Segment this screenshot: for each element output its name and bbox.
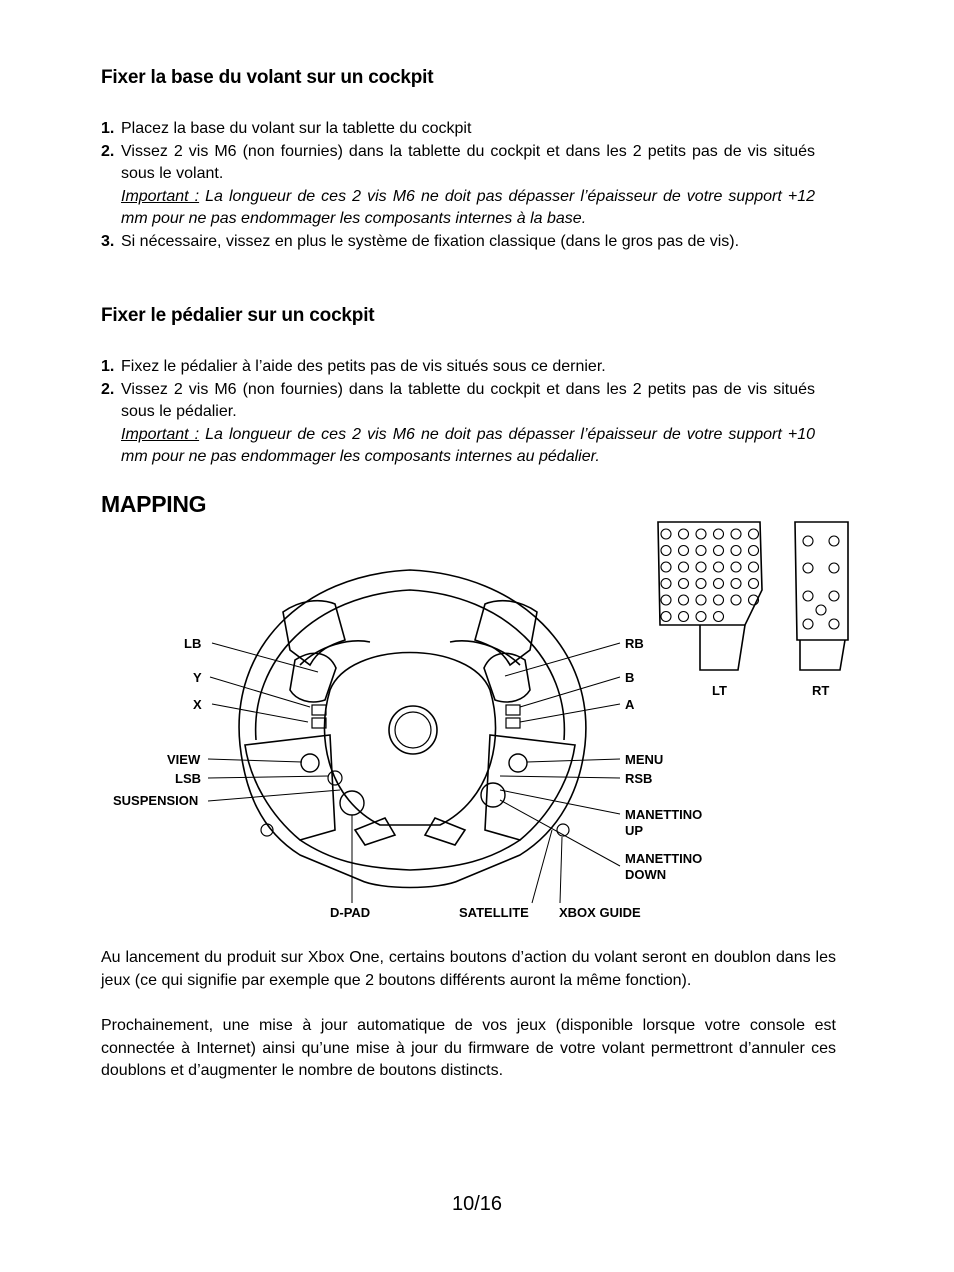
- pedal-hole: [679, 612, 689, 622]
- pedal-hole: [679, 595, 689, 605]
- wheel-mapping-diagram: [0, 515, 954, 935]
- label-rsb: RSB: [625, 771, 653, 786]
- label-x: X: [193, 697, 202, 712]
- label-lb: LB: [184, 636, 202, 651]
- pedal-hole: [714, 546, 724, 556]
- view-button-icon: [301, 754, 319, 772]
- section-pedals-steps: [101, 356, 815, 469]
- label-suspension: SUSPENSION: [113, 793, 199, 808]
- label-manettino-down-line1: MANETTINO: [625, 851, 703, 866]
- label-lsb: LSB: [175, 771, 201, 786]
- center-logo-icon: [389, 706, 437, 754]
- pedal-hole: [731, 529, 741, 539]
- pedal-hole: [679, 546, 689, 556]
- lt-pedal-icon: [658, 522, 762, 670]
- label-y: Y: [193, 670, 202, 685]
- pedal-hole: [803, 536, 813, 546]
- pedal-hole: [661, 579, 671, 589]
- label-rt: RT: [812, 683, 830, 698]
- pedal-hole: [679, 529, 689, 539]
- list-item: 1. Placez la base du volant sur la tablette du cockpit: [101, 120, 472, 137]
- pedal-hole: [679, 579, 689, 589]
- pedal-hole: [714, 595, 724, 605]
- label-xbox-guide: XBOX GUIDE: [559, 905, 641, 920]
- pedal-hole: [661, 595, 671, 605]
- section-title-pedals: Fixer le pédalier sur un cockpit: [101, 305, 375, 326]
- label-a: A: [625, 697, 635, 712]
- pedal-hole: [803, 563, 813, 573]
- pedal-hole: [749, 546, 759, 556]
- pedal-hole: [749, 562, 759, 572]
- label-satellite: SATELLITE: [459, 905, 529, 920]
- section-base-steps: [101, 118, 815, 253]
- important-note: Important : La longueur de ces 2 vis M6 ne doit pas dépasser l’épaisseur de votre support +10 mm pour ne pas endommager les composants internes au pédalier.: [121, 425, 815, 465]
- pedal-hole: [696, 579, 706, 589]
- pedal-hole: [714, 529, 724, 539]
- label-dpad: D-PAD: [330, 905, 371, 920]
- paragraph-update: Prochainement, une mise à jour automatique de vos jeux (disponible lorsque votre console est connectée à Internet) ainsi qu’une mise à jour du firmware de votre volant permettront d’annuler ces doublons et d’augmenter le nombre de boutons distincts.: [101, 1017, 836, 1079]
- label-manettino-up-line1: MANETTINO: [625, 807, 703, 822]
- pedal-hole: [803, 591, 813, 601]
- pedal-hole: [731, 546, 741, 556]
- pedal-hole: [749, 579, 759, 589]
- pedal-hole: [696, 612, 706, 622]
- label-b: B: [625, 670, 635, 685]
- pedal-hole: [816, 605, 826, 615]
- pedal-hole: [696, 529, 706, 539]
- pedal-hole: [829, 591, 839, 601]
- pedal-hole: [714, 579, 724, 589]
- section-title-base: Fixer la base du volant sur un cockpit: [101, 67, 434, 88]
- pedal-hole: [714, 612, 724, 622]
- mapping-title: MAPPING: [101, 491, 207, 517]
- important-note: Important : La longueur de ces 2 vis M6 ne doit pas dépasser l’épaisseur de votre support +12 mm pour ne pas endommager les composants internes à la base.: [121, 187, 815, 227]
- pedal-hole: [661, 612, 671, 622]
- label-lt: LT: [712, 683, 727, 698]
- list-item: 3. Si nécessaire, vissez en plus le système de fixation classique (dans le gros pas de vis).: [101, 232, 740, 250]
- label-manettino-up-line2: UP: [625, 823, 644, 838]
- pedal-hole: [829, 619, 839, 629]
- label-rb: RB: [625, 636, 644, 651]
- label-menu: MENU: [625, 752, 664, 767]
- pedal-hole: [696, 595, 706, 605]
- pedal-hole: [749, 529, 759, 539]
- page-number: 10/16: [451, 1193, 503, 1215]
- pedal-hole: [661, 562, 671, 572]
- pedal-hole: [661, 529, 671, 539]
- pedal-hole: [803, 619, 813, 629]
- pedal-hole: [731, 562, 741, 572]
- pedal-hole: [731, 595, 741, 605]
- pedal-hole: [829, 563, 839, 573]
- pedal-hole: [829, 536, 839, 546]
- list-item: 1. Fixez le pédalier à l’aide des petits pas de vis situés sous ce dernier.: [101, 358, 606, 375]
- label-manettino-down-line2: DOWN: [625, 867, 667, 882]
- label-view: VIEW: [167, 752, 201, 767]
- paragraph-duplicates: Au lancement du produit sur Xbox One, certains boutons d’action du volant seront en doublon dans les jeux (ce qui signifie par exemple que 2 boutons différents auront la même fonction).: [101, 949, 836, 989]
- list-item: 2. Vissez 2 vis M6 (non fournies) dans la tablette du cockpit et dans les 2 petits pas de vis situés sous le pédalier. Important : La longueur de ces 2 vis M6 ne doit pas dépasser l’épaisseur de votre support +10 mm pour ne pas endommager les composants internes au pédalier.: [101, 379, 815, 469]
- pedal-hole: [731, 579, 741, 589]
- manettino-dial-icon: [481, 783, 505, 807]
- pedal-hole: [696, 562, 706, 572]
- pedal-hole: [679, 562, 689, 572]
- pedal-hole: [714, 562, 724, 572]
- pedal-hole: [661, 546, 671, 556]
- menu-button-icon: [509, 754, 527, 772]
- pedal-hole: [696, 546, 706, 556]
- wheel-drawing: [239, 570, 586, 888]
- leader-lines: [208, 643, 620, 903]
- list-item: 2. Vissez 2 vis M6 (non fournies) dans la tablette du cockpit et dans les 2 petits pas de vis situés sous le volant. Important : La longueur de ces 2 vis M6 ne doit pas dépasser l’épaisseur de votre support +12 mm pour ne pas endommager les composants internes à la base.: [101, 141, 815, 231]
